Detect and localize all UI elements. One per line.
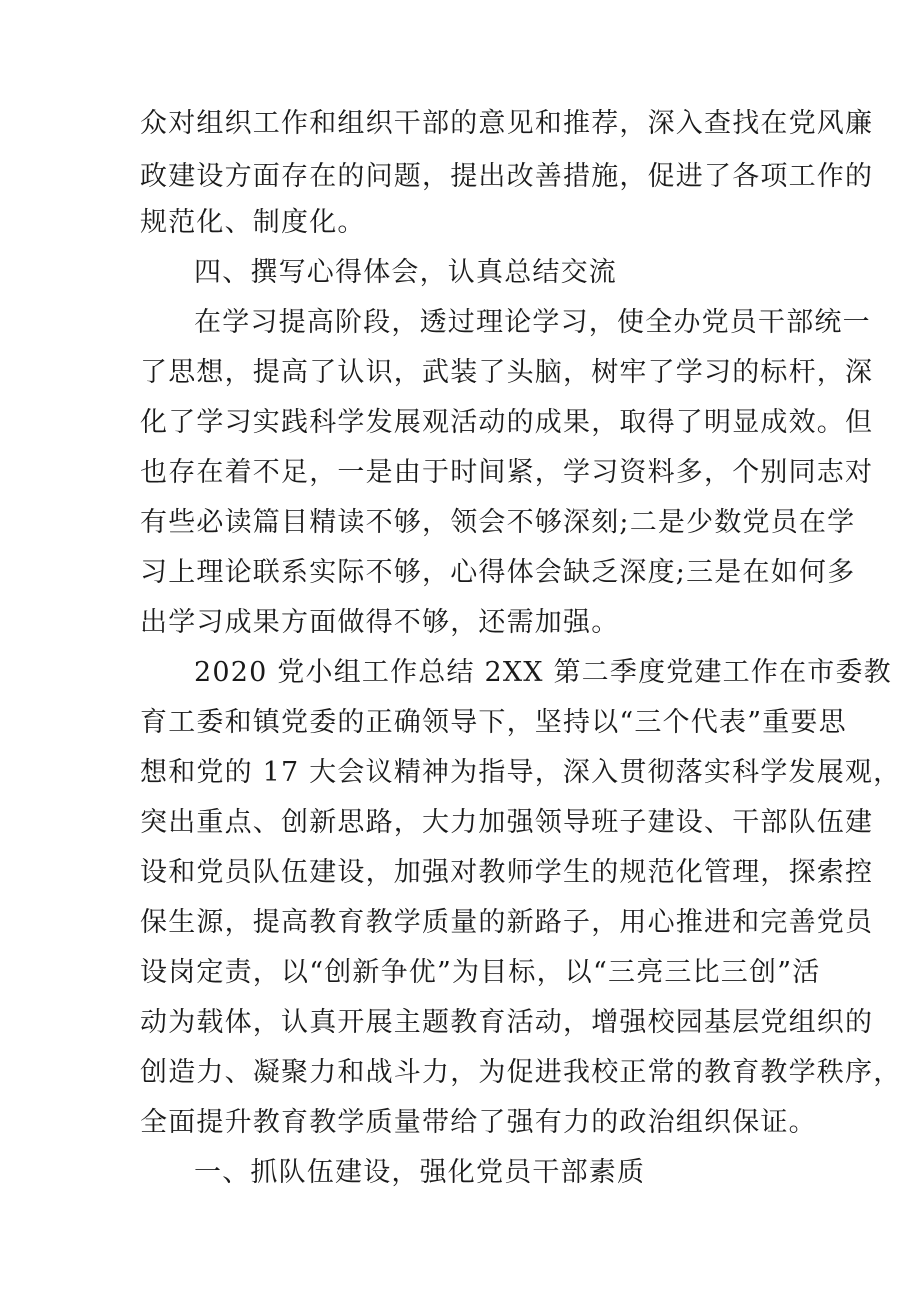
text-line: 众对组织工作和组织干部的意见和推荐，深入查找在党风廉 [140,108,874,139]
text-line: 化了学习实践科学发展观活动的成果，取得了明显成效。但 [140,407,874,438]
text-line: 也存在着不足，一是由于时间紧，学习资料多，个别同志对 [140,457,874,488]
text-line: 了思想，提高了认识，武装了头脑，树牢了学习的标杆，深 [140,357,874,388]
section-heading: 一、抓队伍建设，强化党员干部素质 [194,1157,646,1188]
text-line: 全面提升教育教学质量带给了强有力的政治组织保证。 [140,1107,817,1138]
text-line: 突出重点、创新思路，大力加强领导班子建设、干部队伍建 [140,807,874,838]
text-line: 保生源，提高教育教学质量的新路子，用心推进和完善党员 [140,907,874,938]
text-line: 规范化、制度化。 [140,207,366,238]
text-line: 创造力、凝聚力和战斗力，为促进我校正常的教育教学秩序， [140,1057,902,1088]
text-line: 2020 党小组工作总结 2XX 第二季度党建工作在市委教 [194,657,892,688]
text-line: 设和党员队伍建设，加强对教师学生的规范化管理，探索控 [140,857,874,888]
text-line: 习上理论联系实际不够，心得体会缺乏深度;三是在如何多 [140,557,856,588]
text-line: 设岗定责，以“创新争优”为目标，以“三亮三比三创”活 [140,957,821,988]
text-line: 在学习提高阶段，透过理论学习，使全办党员干部统一 [194,307,871,338]
section-heading: 四、撰写心得体会，认真总结交流 [194,257,617,288]
text-line: 出学习成果方面做得不够，还需加强。 [140,607,620,638]
text-line: 政建设方面存在的问题，提出改善措施，促进了各项工作的 [140,161,874,192]
text-line: 育工委和镇党委的正确领导下，坚持以“三个代表”重要思 [140,707,847,738]
text-line: 想和党的 17 大会议精神为指导，深入贯彻落实科学发展观， [140,757,902,788]
text-line: 有些必读篇目精读不够，领会不够深刻;二是少数党员在学 [140,507,856,538]
text-line: 动为载体，认真开展主题教育活动，增强校园基层党组织的 [140,1007,874,1038]
